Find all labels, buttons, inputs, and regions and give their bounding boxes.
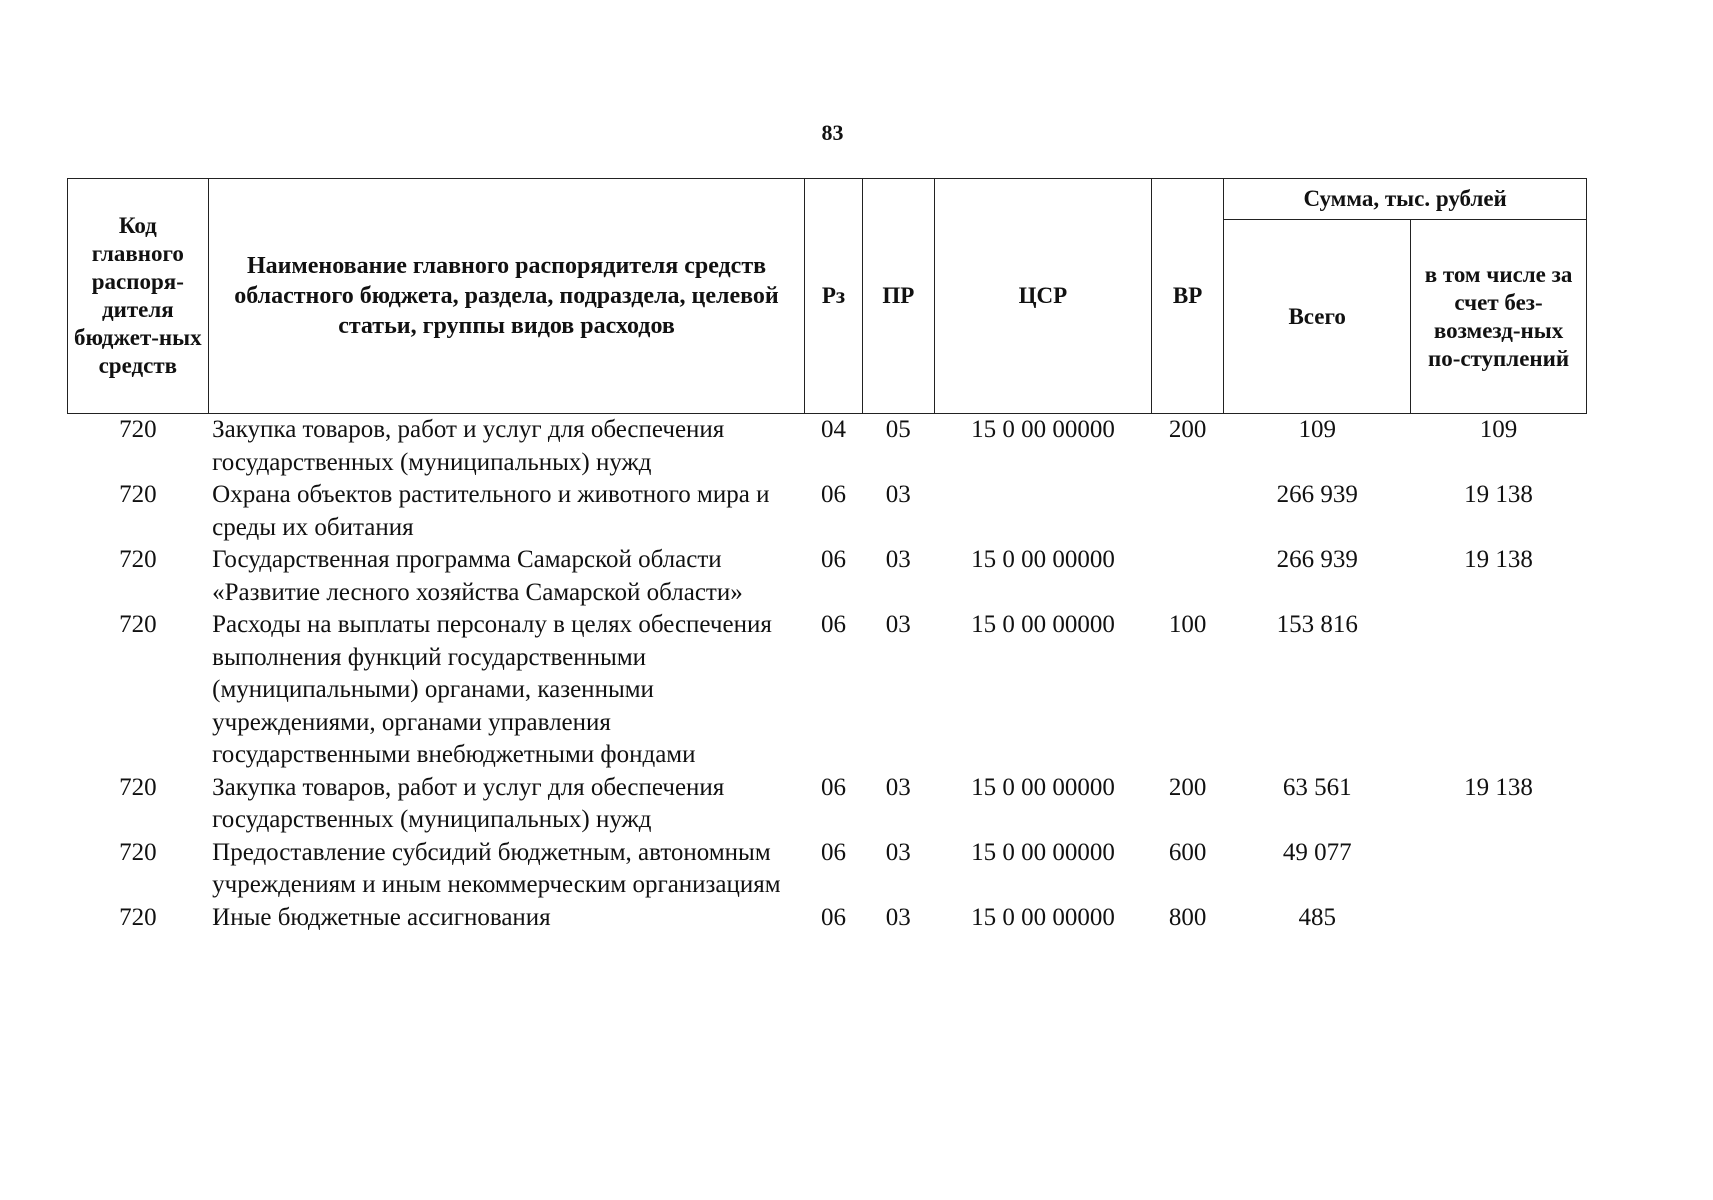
header-total: Всего [1224,220,1411,414]
cell-csr: 15 0 00 00000 [971,773,1115,801]
cell-code: 720 [119,481,157,508]
cell-vr: 600 [1168,838,1207,866]
cell-name: Закупка товаров, работ и услуг для обеспечения государственных (муниципальных) нужд [212,416,725,476]
header-pr: ПР [862,179,934,414]
cell-pr: 03 [885,838,911,866]
cell-pr: 03 [885,481,911,508]
cell-code: 720 [119,773,157,801]
cell-name: Расходы на выплаты персоналу в целях обеспечения выполнения функций государственными (муниципальными) органами, казенными учреждениями, органами управления государственными внебюджетными фондами [212,611,772,768]
cell-free: 19 138 [1464,773,1533,801]
cell-total: 266 939 [1276,546,1358,573]
cell-name: Предоставление субсидий бюджетным, автономным учреждениям и иным некоммерческим организациям [212,838,781,898]
cell-pr: 05 [885,416,911,443]
cell-free [1411,902,1587,935]
cell-code: 720 [119,416,157,443]
cell-csr [934,479,1151,544]
cell-free: 19 138 [1464,546,1533,573]
table-header [68,179,1587,414]
table-row [68,414,1587,480]
header-sum-group: Сумма, тыс. рублей [1224,179,1587,220]
cell-total: 109 [1298,416,1336,443]
cell-csr: 15 0 00 00000 [971,416,1115,443]
cell-code: 720 [119,611,157,638]
cell-pr: 03 [885,611,911,638]
table-row [68,772,1587,837]
cell-vr: 100 [1168,611,1207,638]
cell-code: 720 [119,546,157,573]
cell-rz: 06 [821,611,846,638]
cell-name: Охрана объектов растительного и животного мира и среды их обитания [212,481,770,541]
table-row [68,837,1587,902]
cell-rz: 06 [821,903,846,931]
cell-rz: 06 [821,481,846,508]
cell-free [1411,609,1587,772]
table-row [68,902,1587,935]
table-row [68,479,1587,544]
cell-code: 720 [119,903,157,931]
header-vr: ВР [1151,179,1223,414]
cell-csr: 15 0 00 00000 [971,838,1115,866]
cell-rz: 06 [821,838,846,866]
cell-free: 19 138 [1464,481,1533,508]
cell-total: 49 077 [1282,838,1352,866]
cell-csr: 15 0 00 00000 [971,611,1115,638]
cell-name: Государственная программа Самарской области «Развитие лесного хозяйства Самарской области» [212,546,743,606]
header-rz: Рз [805,179,862,414]
cell-total: 485 [1298,903,1336,931]
cell-pr: 03 [885,903,911,931]
cell-name: Закупка товаров, работ и услуг для обеспечения государственных (муниципальных) нужд [212,773,725,833]
cell-code: 720 [119,838,157,866]
header-code: Код главного распоря-дителя бюджет-ных средств [68,179,209,414]
cell-name: Иные бюджетные ассигнования [212,903,551,931]
table-row [68,609,1587,772]
budget-table [67,178,1587,934]
page-number: 83 [821,120,844,145]
cell-vr: 800 [1168,903,1207,931]
cell-csr: 15 0 00 00000 [971,546,1115,573]
cell-vr: 200 [1168,773,1207,801]
cell-total: 153 816 [1276,611,1358,638]
cell-rz: 06 [821,773,846,801]
cell-vr [1151,479,1223,544]
cell-csr: 15 0 00 00000 [971,903,1115,931]
cell-rz: 06 [821,546,846,573]
header-name: Наименование главного распорядителя средств областного бюджета, раздела, подраздела, целевой статьи, группы видов расходов [208,179,805,414]
cell-vr: 200 [1168,416,1207,443]
cell-total: 63 561 [1282,773,1352,801]
cell-rz: 04 [821,416,846,443]
header-free: в том числе за счет без-возмезд-ных по-ступлений [1411,220,1587,414]
cell-vr [1151,544,1223,609]
table-row [68,544,1587,609]
table-body [68,414,1587,935]
cell-pr: 03 [885,773,911,801]
header-csr: ЦСР [934,179,1151,414]
cell-free [1411,837,1587,902]
cell-total: 266 939 [1276,481,1358,508]
cell-free: 109 [1479,416,1518,443]
cell-pr: 03 [885,546,911,573]
